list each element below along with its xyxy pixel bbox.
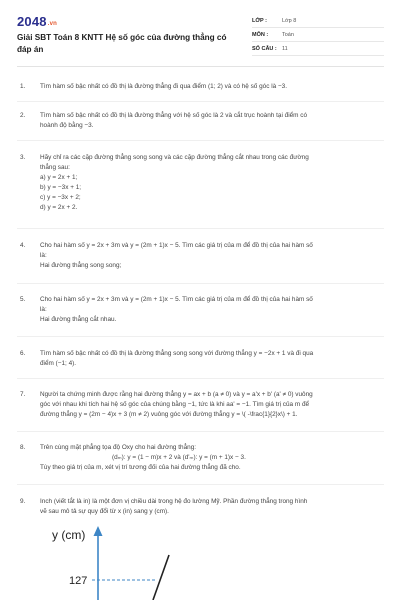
question-number: 8.: [20, 444, 26, 451]
question-separator: [17, 140, 384, 141]
question-number: 1.: [20, 83, 26, 90]
question-number: 3.: [20, 154, 26, 161]
question-body: [40, 241, 382, 271]
question-separator: [17, 378, 384, 379]
question-separator: [17, 431, 384, 432]
meta-row-count: [252, 42, 384, 56]
question-line: Inch (viết tắt là in) là một đơn vị chiều dài trong hệ đo lường Mỹ. Phần đường thẳng trong hình: [40, 498, 308, 505]
question-line: d) y = 2x + 2.: [40, 204, 78, 211]
question-number: 2.: [20, 112, 26, 119]
meta-value: Toán: [282, 31, 294, 38]
question-line: điểm (−1; 4).: [40, 360, 77, 367]
question-line: Tìm hàm số bậc nhất có đồ thị là đường thẳng song song với đường thẳng y = −2x + 1 và đi qua: [40, 350, 314, 357]
question-body: [40, 497, 382, 517]
question-line: c) y = −3x + 2;: [40, 194, 81, 201]
question-line: là:: [40, 252, 47, 259]
meta-value: 11: [282, 45, 288, 52]
question-separator: [17, 283, 384, 284]
meta-label: MÔN :: [252, 31, 269, 38]
question-line: Trên cùng mặt phẳng tọa độ Oxy cho hai đường thẳng:: [40, 444, 197, 451]
question-formula: (dₘ): y = (1 − m)x + 2 và (d'ₘ): y = (m + 1)x − 3.: [112, 454, 246, 461]
question-line: Tìm hàm số bậc nhất có đồ thị là đường thẳng với hệ số góc là 2 và cắt trục hoành tại điểm có: [40, 112, 308, 119]
document-meta: [252, 14, 384, 56]
meta-label: SỐ CÂU :: [252, 45, 277, 52]
question-number: 7.: [20, 391, 26, 398]
question-body: [40, 111, 382, 131]
logo-text: 2048: [17, 14, 47, 29]
question-line: Hãy chỉ ra các cặp đường thẳng song song và các cặp đường thẳng cắt nhau trong các đường: [40, 154, 309, 161]
meta-label: LỚP :: [252, 17, 267, 24]
question-line: góc với nhau khi tích hai hệ số góc của chúng bằng −1, tức là khi aa' = −1. Tìm giá trị của m để: [40, 401, 310, 408]
question-line: đường thẳng y = (2m − 4)x + 3 (m ≠ 2) vuông góc với đường thẳng y = \( -\frac{1}{2}x\) + 1.: [40, 411, 298, 418]
question-line: Người ta chứng minh được rằng hai đường thẳng y = ax + b (a ≠ 0) và y = a'x + b' (a' ≠ 0) vuông: [40, 391, 313, 398]
question-line: hoành độ bằng −3.: [40, 122, 94, 129]
question-line: Cho hai hàm số y = 2x + 3m và y = (2m + 1)x − 5. Tìm các giá trị của m để đồ thị của hai hàm số: [40, 296, 313, 303]
question-number: 5.: [20, 296, 26, 303]
y-axis-label: y (cm): [52, 528, 86, 542]
question-separator: [17, 228, 384, 229]
question-line: Cho hai hàm số y = 2x + 3m và y = (2m + 1)x − 5. Tìm các giá trị của m để đồ thị của hai hàm số: [40, 242, 313, 249]
question-body: [40, 295, 382, 325]
conversion-line: [153, 555, 169, 600]
question-separator: [17, 484, 384, 485]
document-title: Giải SBT Toán 8 KNTT Hệ số góc của đường thẳng có đáp án: [17, 33, 227, 54]
question-item: [20, 82, 382, 92]
site-logo[interactable]: [17, 14, 57, 29]
conversion-chart: [40, 525, 200, 600]
question-item: [20, 349, 382, 369]
question-item: [20, 153, 382, 213]
question-body: [40, 82, 382, 92]
question-body: [40, 153, 382, 213]
question-item: [20, 241, 382, 271]
question-line: a) y = 2x + 1;: [40, 174, 78, 181]
meta-row-class: [252, 14, 384, 28]
question-body: [40, 443, 382, 473]
question-body: [40, 390, 382, 420]
meta-row-subject: [252, 28, 384, 42]
question-line: Tìm hàm số bậc nhất có đồ thị là đường thẳng đi qua điểm (1; 2) và có hệ số góc là −3.: [40, 83, 288, 90]
question-body: [40, 349, 382, 369]
question-item: [20, 443, 382, 473]
y-axis-arrow-icon: [94, 526, 103, 536]
question-item: [20, 295, 382, 325]
y-tick-label: 127: [69, 575, 88, 587]
question-line: thẳng sau:: [40, 164, 70, 171]
header-divider: [17, 66, 384, 67]
question-separator: [17, 336, 384, 337]
question-line: Tùy theo giá trị của m, xét vị trí tương đối của hai đường thẳng đã cho.: [40, 464, 241, 471]
question-item: [20, 497, 382, 517]
question-item: [20, 111, 382, 131]
question-line: là:: [40, 306, 47, 313]
question-number: 6.: [20, 350, 26, 357]
question-line: Hai đường thẳng song song;: [40, 262, 122, 269]
question-line: b) y = −3x + 1;: [40, 184, 82, 191]
question-line: Hai đường thẳng cắt nhau.: [40, 316, 117, 323]
question-separator: [17, 101, 384, 102]
question-item: [20, 390, 382, 420]
question-line: vẽ sau mô tả sự quy đổi từ x (in) sang y (cm).: [40, 508, 169, 515]
meta-value: Lớp 8: [282, 17, 297, 24]
question-number: 4.: [20, 242, 26, 249]
question-number: 9.: [20, 498, 26, 505]
logo-suffix: .vn: [47, 21, 58, 27]
